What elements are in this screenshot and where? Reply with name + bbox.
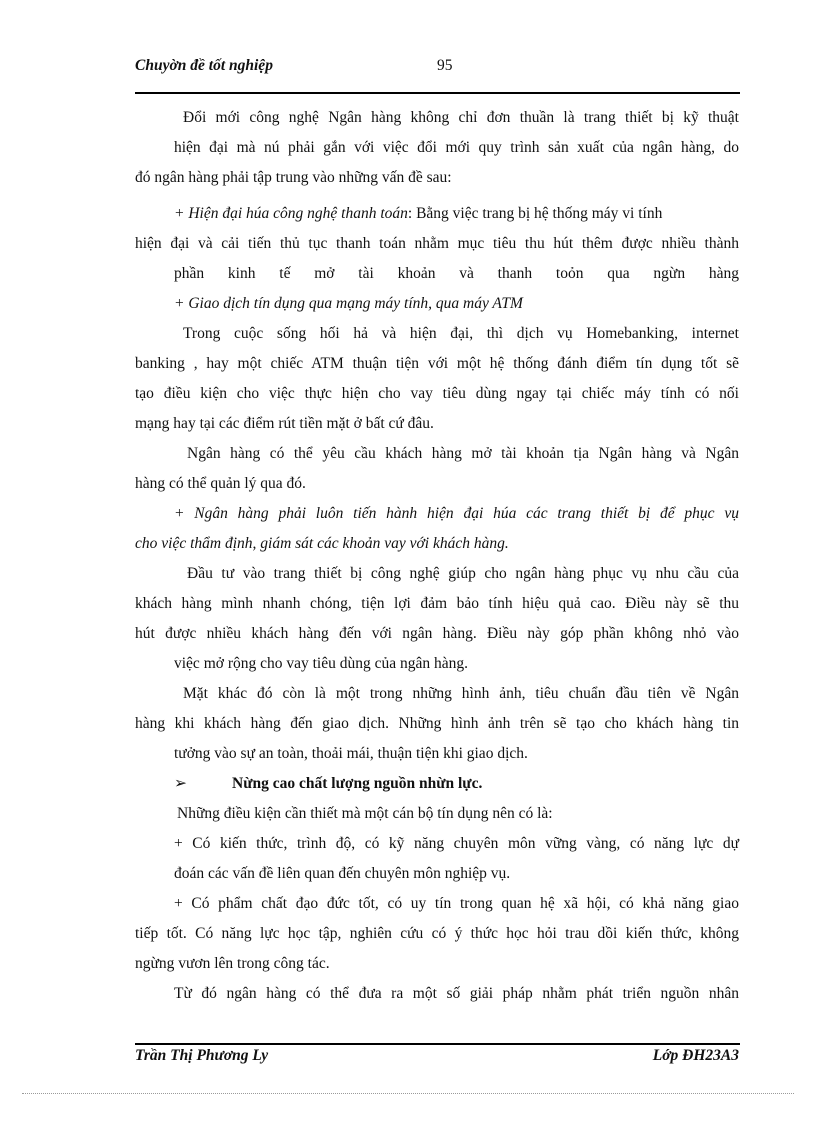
- body-line: Ngân hàng có thể yêu cầu khách hàng mở tài khoản tịa Ngân hàng và Ngân: [187, 445, 739, 462]
- footer-class: Lớp ĐH23A3: [652, 1047, 739, 1064]
- body-line: phần kinh tế mở tài khoản và thanh toỏn qua ngừn hàng: [174, 265, 739, 282]
- body-line: tưởng vào sự an toàn, thoải mái, thuận tiện khi giao dịch.: [174, 745, 528, 762]
- body-line: hàng khi khách hàng đến giao dịch. Những hình ảnh trên sẽ tạo cho khách hàng tin: [135, 715, 739, 732]
- body-line: tạo điều kiện cho việc thực hiện cho vay tiêu dùng ngay tại chiếc máy tính có nối: [135, 385, 739, 402]
- body-line: Đổi mới công nghệ Ngân hàng không chỉ đơn thuần là trang thiết bị kỹ thuật: [183, 109, 739, 126]
- body-line: Trong cuộc sống hối hả và hiện đại, thì dịch vụ Homebanking, internet: [183, 325, 739, 342]
- body-line: + Có phẩm chất đạo đức tốt, có uy tín trong quan hệ xã hội, có khả năng giao: [174, 895, 739, 912]
- lead-rest: : Bằng việc trang bị hệ thống máy vi tính: [407, 205, 663, 222]
- body-line: banking , hay một chiếc ATM thuận tiện với một hệ thống đánh điểm tín dụng tốt sẽ: [135, 355, 739, 372]
- header-rule: [135, 92, 740, 94]
- body-line: việc mở rộng cho vay tiêu dùng của ngân hàng.: [174, 655, 469, 672]
- body-line: Đầu tư vào trang thiết bị công nghệ giúp cho ngân hàng phục vụ nhu cầu của: [187, 565, 739, 582]
- italic-line: + Giao dịch tín dụng qua mạng máy tính, qua máy ATM: [174, 295, 523, 312]
- bullet-heading: [174, 774, 778, 794]
- arrow-bullet-icon: ➢: [174, 775, 187, 792]
- italic-line: cho việc thẩm định, giám sát các khoản vay với khách hàng.: [135, 535, 509, 552]
- body-line: khách hàng mình nhanh chóng, tiện lợi đảm bảo tính hiệu quả cao. Điều này sẽ thu: [135, 595, 739, 612]
- page-number: 95: [437, 57, 453, 74]
- section-heading: Nừng cao chất lượng nguồn nhừn lực.: [232, 775, 483, 792]
- italic-line: + Ngân hàng phải luôn tiến hành hiện đại húa các trang thiết bị để phục vụ: [174, 505, 739, 522]
- body-line: mạng hay tại các điểm rút tiền mặt ở bất cứ đâu.: [135, 415, 434, 432]
- body-line: Mặt khác đó còn là một trong những hình ảnh, tiêu chuẩn đầu tiên về Ngân: [183, 685, 739, 702]
- body-line: đó ngân hàng phải tập trung vào những vấn đề sau:: [135, 169, 452, 186]
- body-line: hiện đại và cải tiến thủ tục thanh toán nhằm mục tiêu thu hút thêm được nhiều thành: [135, 235, 739, 252]
- italic-lead: + Hiện đại húa công nghệ thanh toán: [174, 205, 408, 222]
- body-line: + Có kiến thức, trình độ, có kỹ năng chuyên môn vững vàng, có năng lực dự: [174, 835, 739, 852]
- page-bottom-dotted-border: [22, 1093, 794, 1094]
- body-line: Từ đó ngân hàng có thể đưa ra một số giải pháp nhằm phát triển nguồn nhân: [174, 985, 739, 1002]
- header-title: Chuyờn đề tốt nghiệp: [135, 57, 273, 74]
- body-line: [174, 204, 739, 224]
- footer-rule: [135, 1043, 740, 1045]
- body-line: Những điều kiện cần thiết mà một cán bộ tín dụng nên có là:: [177, 805, 553, 822]
- body-line: hút được nhiều khách hàng đến với ngân hàng. Điều này góp phần không nhỏ vào: [135, 625, 739, 642]
- body-line: hàng có thể quản lý qua đó.: [135, 475, 306, 492]
- body-line: đoán các vấn đề liên quan đến chuyên môn nghiệp vụ.: [174, 865, 511, 882]
- body-line: hiện đại mà nú phải gắn với việc đổi mới quy trình sản xuất của ngân hàng, do: [174, 139, 739, 156]
- footer-author: Trần Thị Phương Ly: [135, 1047, 269, 1064]
- body-line: ngừng vươn lên trong công tác.: [135, 955, 330, 972]
- body-line: tiếp tốt. Có năng lực học tập, nghiên cứu có ý thức học hỏi trau dồi kiến thức, không: [135, 925, 739, 942]
